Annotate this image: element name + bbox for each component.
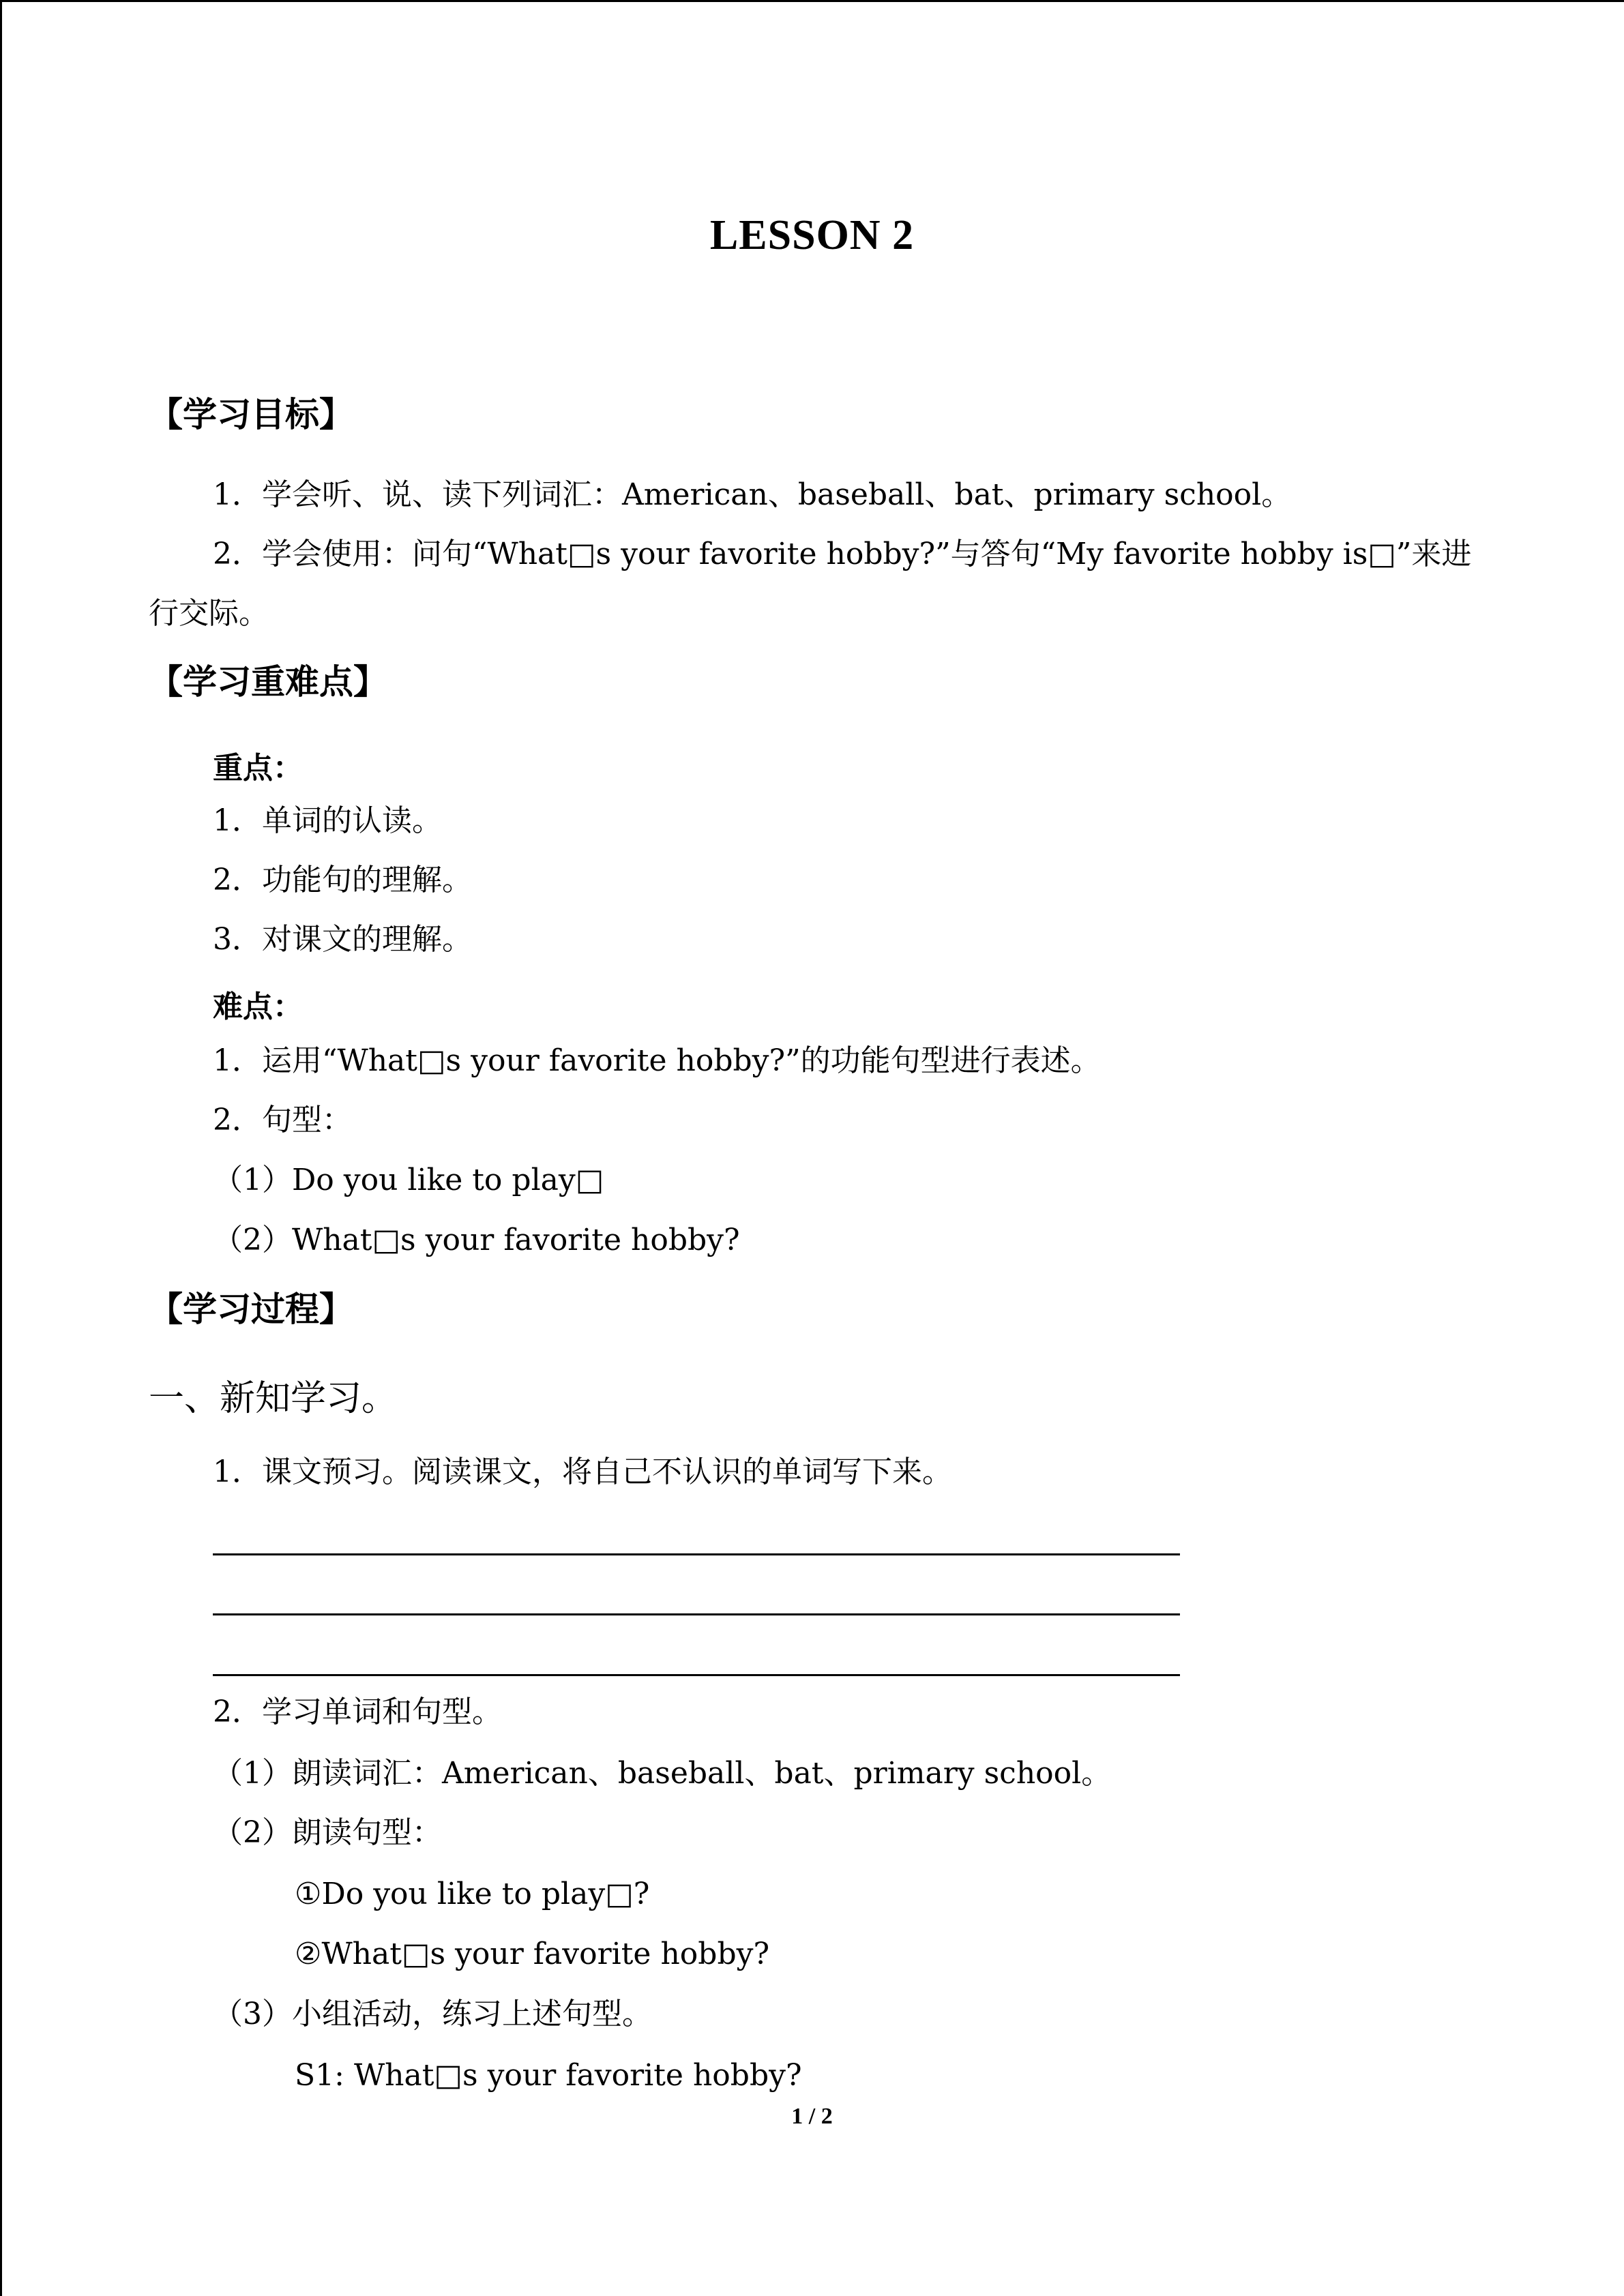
difficult-point-1: 1．运用“What□s your favorite hobby?”的功能句型进行表述。 — [213, 1043, 1101, 1078]
dialog-line-s1: S1: What□s your favorite hobby? — [295, 2058, 802, 2093]
key-points-label: 重点： — [213, 751, 303, 786]
process-step-2-1: （1）朗读词汇：American、baseball、bat、primary school。 — [213, 1756, 1112, 1791]
writing-line-1 — [213, 1553, 1180, 1555]
difficult-point-2: 2．句型： — [213, 1103, 352, 1137]
sentence-pattern-2: ②What□s your favorite hobby? — [295, 1937, 770, 1971]
key-point-3: 3．对课文的理解。 — [213, 922, 472, 957]
process-step-1: 1．课文预习。阅读课文，将自己不认识的单词写下来。 — [213, 1455, 952, 1489]
key-point-1: 1．单词的认读。 — [213, 803, 442, 838]
objective-item-2-continued: 行交际。 — [149, 596, 269, 631]
process-step-2: 2．学习单词和句型。 — [213, 1695, 502, 1729]
writing-line-2 — [213, 1613, 1180, 1615]
page-left-border — [0, 0, 2, 2296]
process-step-2-3: （3）小组活动，练习上述句型。 — [213, 1997, 652, 2031]
page-title: LESSON 2 — [709, 212, 915, 258]
part-1-title: 一、新知学习。 — [149, 1378, 398, 1419]
key-point-2: 2．功能句的理解。 — [213, 863, 472, 897]
section-heading-key-points: 【学习重难点】 — [149, 662, 387, 702]
page-number: 1 / 2 — [791, 2104, 833, 2129]
objective-item-2: 2．学会使用：问句“What□s your favorite hobby?”与答句“My favorite hobby is□”来进 — [213, 537, 1472, 571]
section-heading-objectives: 【学习目标】 — [149, 395, 353, 434]
objective-item-1: 1．学会听、说、读下列词汇：American、baseball、bat、primary school。 — [213, 477, 1292, 512]
process-step-2-2: （2）朗读句型： — [213, 1815, 442, 1850]
page-top-border — [0, 0, 1624, 2]
difficult-point-2-sentence-1: （1）Do you like to play□ — [213, 1163, 604, 1197]
sentence-pattern-1: ①Do you like to play□? — [295, 1877, 650, 1911]
writing-line-3 — [213, 1674, 1180, 1676]
section-heading-process: 【学习过程】 — [149, 1289, 353, 1329]
difficult-point-2-sentence-2: （2）What□s your favorite hobby? — [213, 1223, 740, 1257]
difficult-points-label: 难点： — [213, 989, 303, 1024]
